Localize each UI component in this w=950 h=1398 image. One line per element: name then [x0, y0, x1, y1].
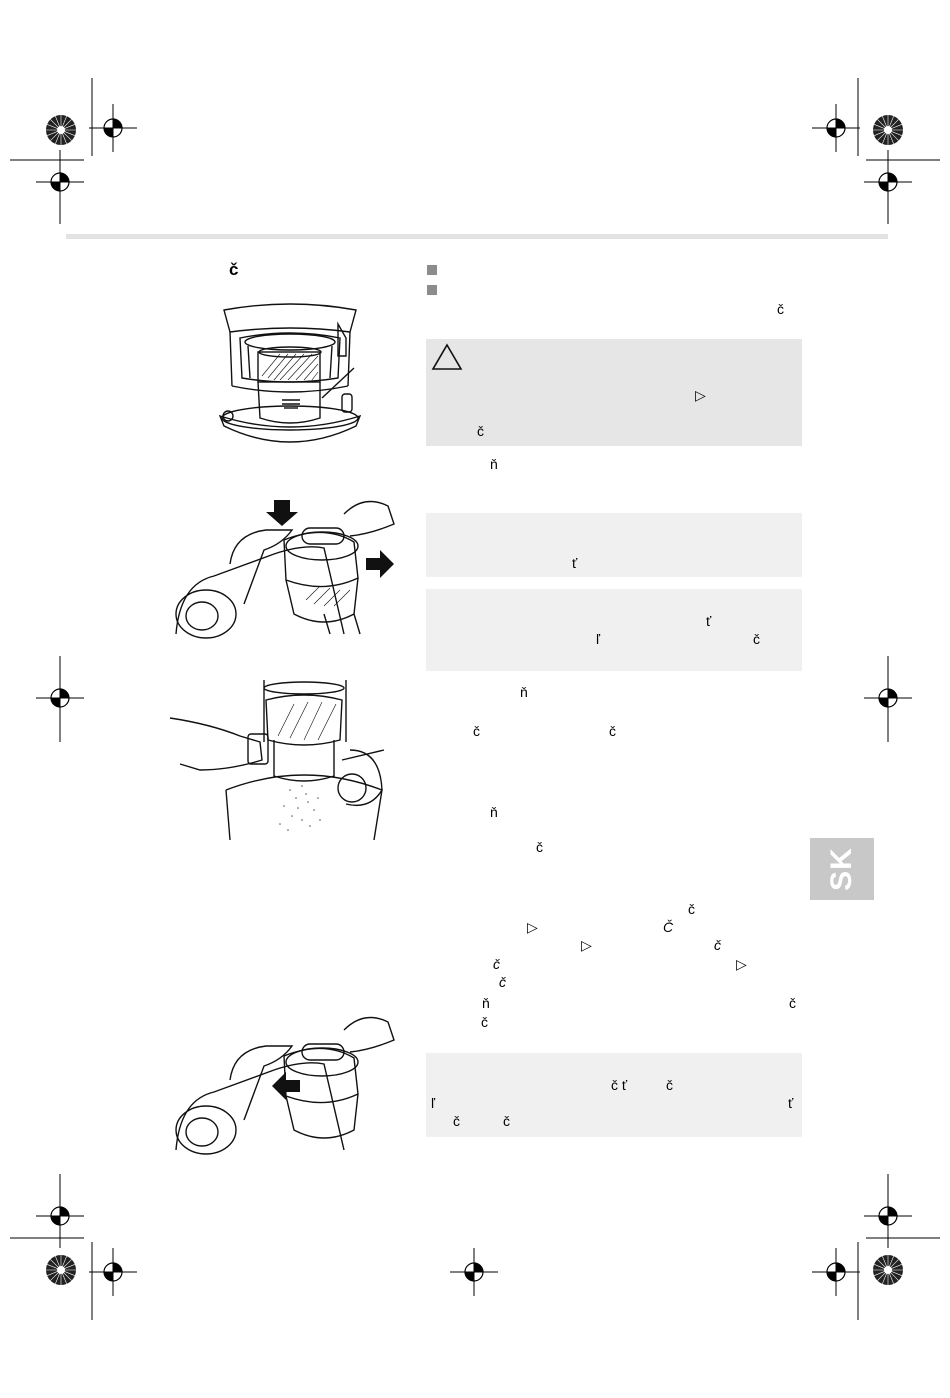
text-fragment-5: ň: [490, 804, 498, 820]
play-arrow-icon: ▷: [736, 956, 747, 972]
note-box-3-fragment-b: č: [666, 1077, 673, 1093]
text-fragment-7h: č: [499, 974, 506, 990]
warning-text-fragment: č: [477, 423, 484, 439]
bullet-1: [427, 265, 437, 275]
text-fragment-4a: č: [473, 723, 480, 739]
warning-triangle-icon: [431, 343, 463, 371]
note-box-3-fragment-e: č: [453, 1113, 460, 1129]
warning-box: [426, 339, 802, 446]
text-fragment-7c: Č: [663, 919, 674, 935]
text-fragment-7e: č: [714, 937, 721, 953]
text-fragment-6: č: [536, 839, 543, 855]
note-box-1: [426, 513, 802, 577]
note-box-3-fragment-a: č ť: [611, 1077, 628, 1093]
empty-container-illustration: [170, 680, 390, 840]
language-tab: [810, 838, 874, 900]
play-arrow-icon: ▷: [581, 937, 592, 953]
note-box-2: [426, 589, 802, 671]
note-box-3: [426, 1053, 802, 1137]
text-fragment-8b: č: [789, 995, 796, 1011]
header-rule: [66, 234, 888, 239]
note-box-1-fragment: ť: [572, 555, 578, 571]
vacuum-insert-container-illustration: [174, 1000, 394, 1160]
text-fragment-8a: ň: [482, 995, 490, 1011]
bullet-2: [427, 285, 437, 295]
note-box-3-fragment-d: ť: [788, 1095, 794, 1111]
text-fragment-8c: č: [481, 1014, 488, 1030]
text-fragment-7a: č: [688, 901, 695, 917]
note-box-2-fragment-l: ľ: [596, 631, 601, 647]
note-box-3-fragment-c: ľ: [431, 1095, 436, 1111]
dust-container-illustration: [210, 298, 370, 458]
text-fragment-3: ň: [520, 684, 528, 700]
language-tab-label: SK: [825, 847, 858, 891]
note-box-2-fragment-c: č: [753, 631, 760, 647]
text-fragment-1: č: [777, 301, 784, 317]
play-arrow-icon: ▷: [695, 387, 706, 403]
text-fragment-7f: č: [493, 956, 500, 972]
play-arrow-icon: ▷: [527, 919, 538, 935]
note-box-2-fragment-t: ť: [706, 613, 712, 629]
vacuum-remove-container-illustration: [174, 484, 394, 644]
text-fragment-2: ň: [490, 456, 498, 472]
text-fragment-4b: č: [609, 723, 616, 739]
page-title: č: [229, 260, 239, 279]
note-box-3-fragment-f: č: [503, 1113, 510, 1129]
